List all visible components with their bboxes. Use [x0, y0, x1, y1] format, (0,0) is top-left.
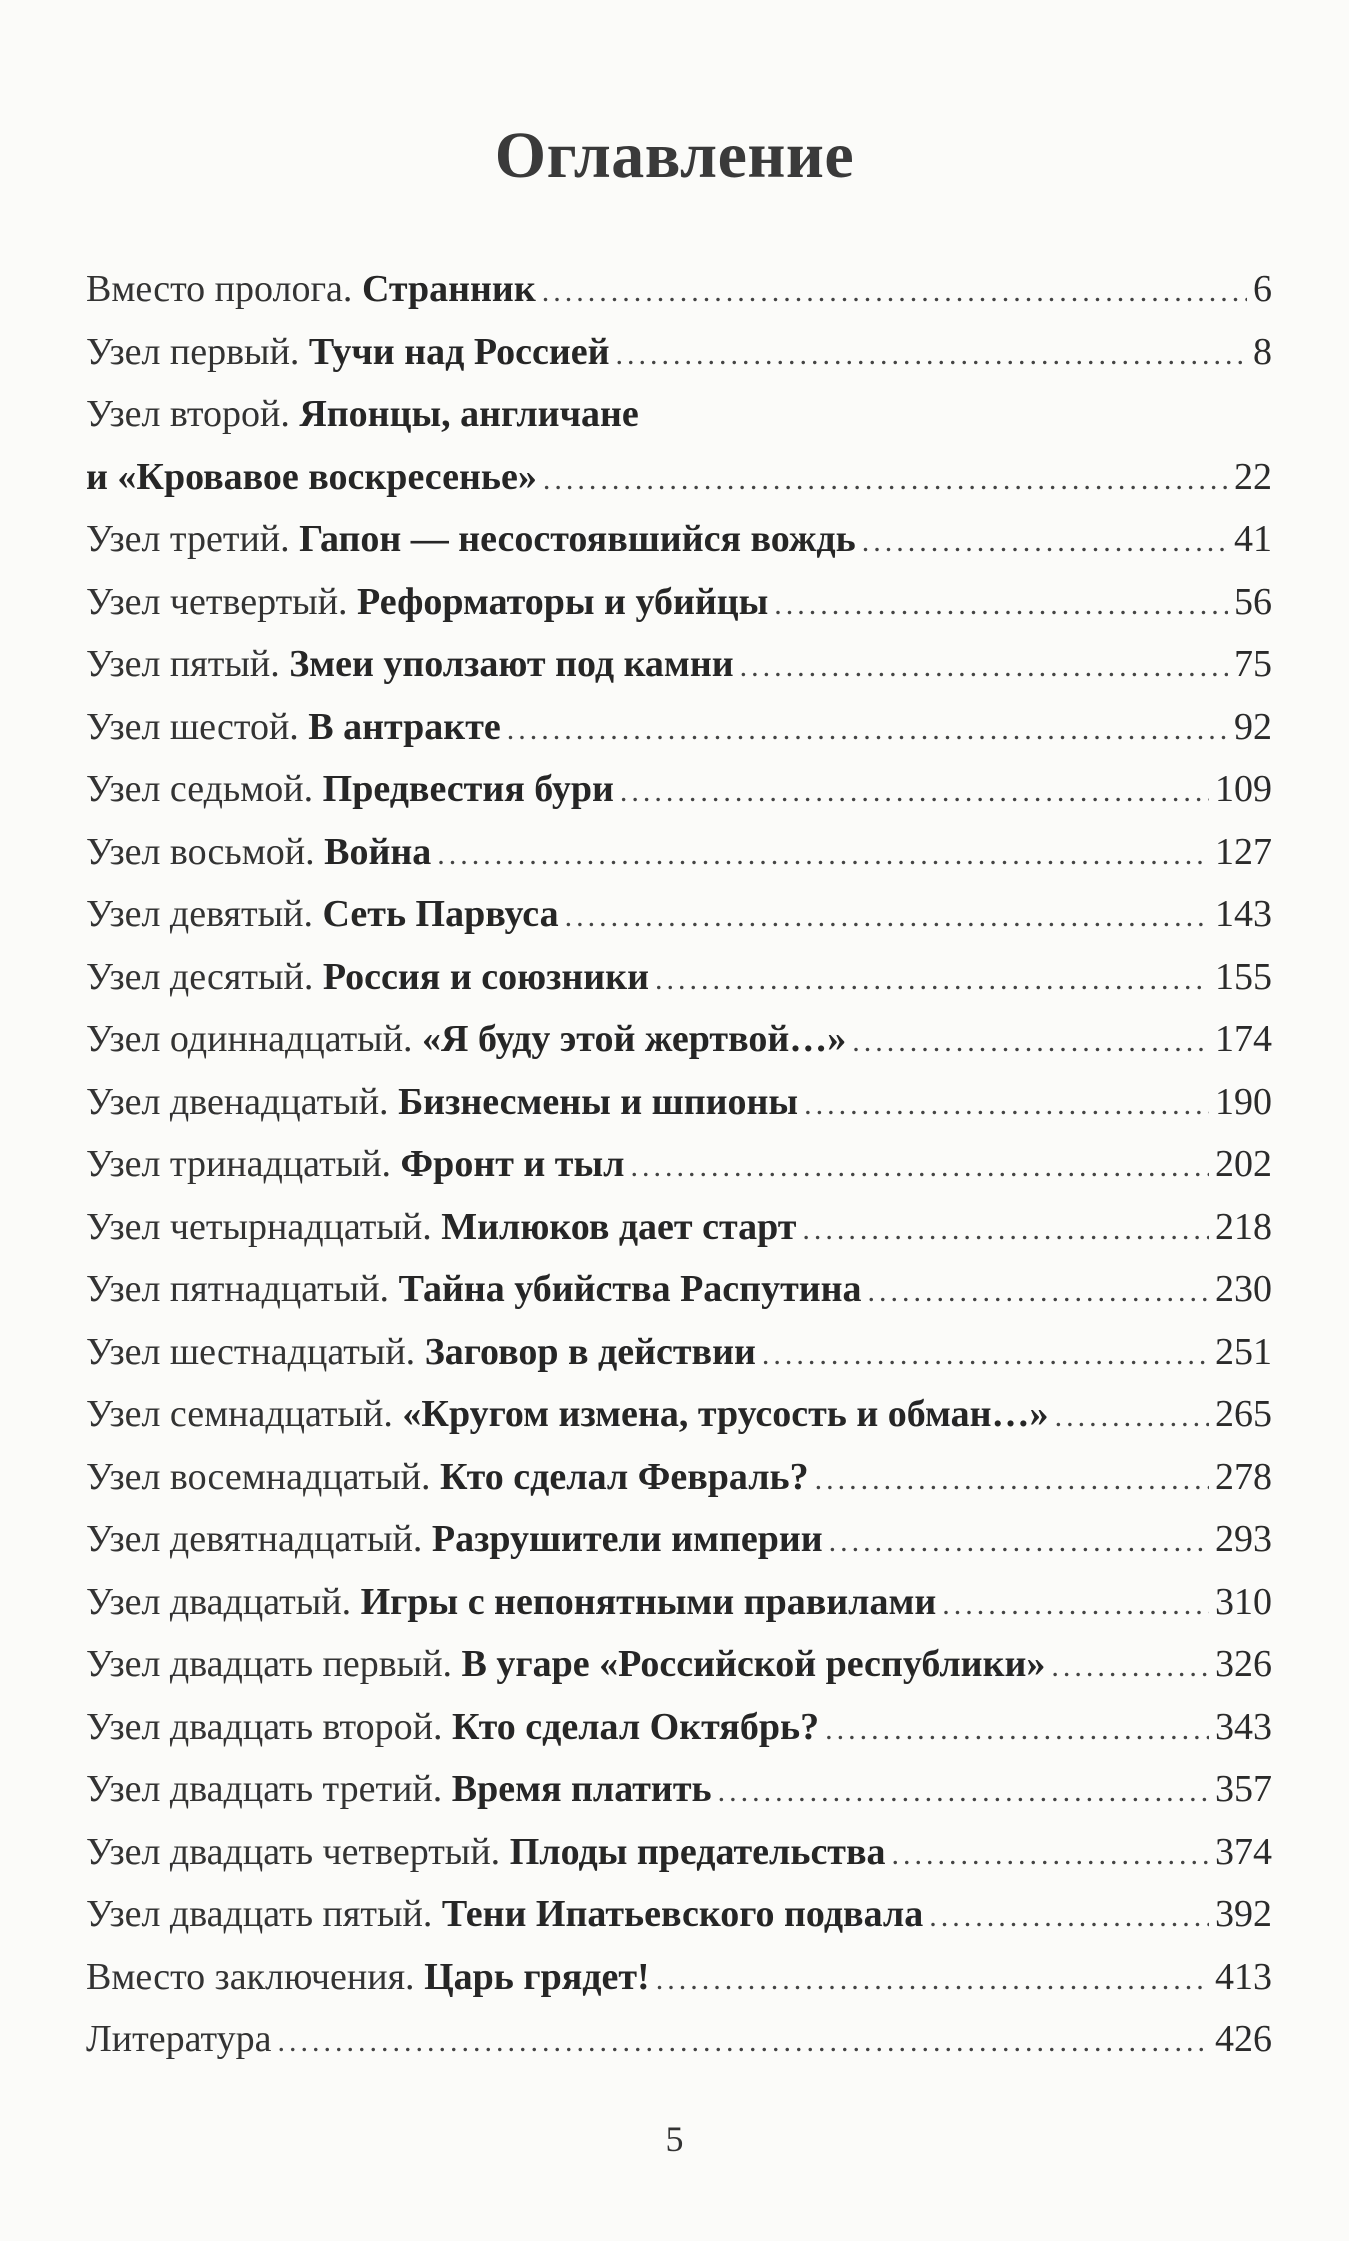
toc-entry-title: Сеть Парвуса — [322, 893, 559, 935]
toc-entry-label: Узел четвертый. — [86, 580, 348, 623]
toc-entry-page: 293 — [1215, 1518, 1272, 1560]
toc-entry-label: Узел пятый. — [86, 643, 280, 685]
toc-entry-label: Узел шестнадцатый. — [86, 1330, 416, 1373]
toc-entry — [86, 1133, 1272, 1196]
toc-entry-label: Узел седьмой. — [86, 768, 314, 810]
toc-entry-title: «Я буду этой жертвой…» — [422, 1018, 847, 1060]
dot-leader — [656, 1949, 1209, 2012]
toc-entry-title: Предвестия бури — [322, 768, 614, 810]
dot-leader — [862, 511, 1228, 574]
toc-entry-title: Царь грядет! — [424, 1955, 650, 1998]
toc-entry-page: 127 — [1215, 830, 1272, 873]
toc-entry-title: Плоды предательства — [509, 1830, 886, 1873]
toc-entry — [86, 1196, 1272, 1259]
toc-entry-label: Вместо заключения. — [86, 1955, 415, 1998]
dot-leader — [802, 1199, 1209, 1262]
toc-entry — [86, 1008, 1272, 1071]
dot-leader — [437, 824, 1209, 887]
toc-entry-title: «Кругом измена, трусость и обман…» — [402, 1393, 1049, 1435]
toc-entry-page: 357 — [1215, 1768, 1272, 1810]
toc-entry-label: Узел восемнадцатый. — [86, 1455, 431, 1498]
toc-entry-page: 310 — [1215, 1580, 1272, 1623]
toc-entry-title: Змеи уползают под камни — [289, 643, 734, 685]
toc-entry — [86, 383, 1272, 508]
dot-leader — [868, 1261, 1209, 1324]
toc-entry-page: 251 — [1215, 1330, 1272, 1373]
toc-entry-page: 230 — [1215, 1268, 1272, 1310]
toc-entry-label: Узел шестой. — [86, 705, 299, 748]
toc-entry-label: Узел второй. — [86, 393, 290, 435]
toc-entry-page: 343 — [1215, 1705, 1272, 1748]
toc-entry-page: 109 — [1215, 768, 1272, 810]
toc-entry-label: Вместо пролога. — [86, 268, 353, 310]
dot-leader — [615, 324, 1247, 387]
page-number: 5 — [665, 2119, 684, 2159]
toc-entry — [86, 633, 1272, 696]
toc-entry-page: 8 — [1253, 330, 1272, 373]
page-title: Оглавление — [494, 119, 855, 192]
toc-entry-label: Узел семнадцатый. — [86, 1393, 393, 1435]
dot-leader — [507, 699, 1228, 762]
dot-leader — [942, 1574, 1209, 1637]
toc-entry — [86, 1321, 1272, 1384]
toc-entry-title: и «Кровавое воскресенье» — [86, 455, 537, 498]
toc-entry-title: Тени Ипатьевского подвала — [441, 1893, 924, 1935]
toc-entry-title: Реформаторы и убийцы — [357, 580, 769, 623]
dot-leader — [543, 449, 1228, 512]
dot-leader — [1051, 1636, 1209, 1699]
toc-entry-label: Узел двенадцатый. — [86, 1080, 389, 1123]
dot-leader — [774, 574, 1228, 637]
toc-entry-title: Россия и союзники — [322, 955, 649, 998]
toc-entry — [86, 946, 1272, 1009]
toc-entry-line — [86, 446, 1272, 509]
toc-entry — [86, 321, 1272, 384]
toc-entry-title: Гапон — несостоявшийся вождь — [299, 518, 856, 560]
toc-entry-label: Узел двадцать третий. — [86, 1768, 443, 1810]
toc-entry — [86, 1946, 1272, 2009]
dot-leader — [892, 1824, 1210, 1887]
toc-entry — [86, 1758, 1272, 1821]
toc-entry-page: 6 — [1253, 268, 1272, 310]
toc-entry-label: Узел девятый. — [86, 893, 313, 935]
toc-entry-page: 190 — [1215, 1080, 1272, 1123]
dot-leader — [565, 886, 1209, 949]
toc-entry-title: В антракте — [308, 705, 501, 748]
toc-entry-title: Фронт и тыл — [400, 1143, 625, 1185]
toc-entry-label: Узел двадцатый. — [86, 1580, 352, 1623]
dot-leader — [804, 1074, 1209, 1137]
dot-leader — [655, 949, 1209, 1012]
toc-entry-label: Узел пятнадцатый. — [86, 1268, 390, 1310]
dot-leader — [762, 1324, 1209, 1387]
toc-entry-page: 174 — [1215, 1018, 1272, 1060]
toc-entry — [86, 758, 1272, 821]
toc-entry-page: 143 — [1215, 893, 1272, 935]
toc-entry — [86, 508, 1272, 571]
dot-leader — [740, 636, 1228, 699]
toc-entry-label: Узел девятнадцатый. — [86, 1518, 423, 1560]
toc-entry-title: Кто сделал Октябрь? — [451, 1705, 820, 1748]
toc-entry-page: 22 — [1234, 455, 1272, 498]
toc-entry — [86, 1258, 1272, 1321]
toc-entry-title: Японцы, англичане — [299, 393, 639, 435]
toc-entry-title: Милюков дает старт — [441, 1205, 797, 1248]
toc-entry-label: Узел десятый. — [86, 955, 314, 998]
toc-entry-page: 374 — [1215, 1830, 1272, 1873]
toc-entry-label: Узел первый. — [86, 330, 300, 373]
toc-entry-page: 278 — [1215, 1455, 1272, 1498]
toc-entry — [86, 696, 1272, 759]
toc-entry-label: Узел третий. — [86, 518, 290, 560]
toc-entry-label: Узел четырнадцатый. — [86, 1205, 432, 1248]
toc-entry — [86, 1633, 1272, 1696]
toc-entry-page: 56 — [1234, 580, 1272, 623]
toc-entry-label: Литература — [86, 2018, 272, 2060]
toc-entry-title: Время платить — [451, 1768, 712, 1810]
toc-entry-label: Узел восьмой. — [86, 830, 315, 873]
toc-entry-page: 218 — [1215, 1205, 1272, 1248]
toc-entry — [86, 1571, 1272, 1634]
toc-entry-label: Узел двадцать первый. — [86, 1643, 453, 1685]
toc-entry — [86, 1071, 1272, 1134]
toc-entry — [86, 821, 1272, 884]
toc-entry-label: Узел одиннадцатый. — [86, 1018, 413, 1060]
toc-entry-page: 426 — [1215, 2018, 1272, 2060]
dot-leader — [620, 761, 1209, 824]
dot-leader — [829, 1511, 1209, 1574]
toc-entry-page: 326 — [1215, 1643, 1272, 1685]
toc-entry-label: Узел двадцать пятый. — [86, 1893, 433, 1935]
toc-entry — [86, 1446, 1272, 1509]
toc-entry-label: Узел двадцать второй. — [86, 1705, 443, 1748]
dot-leader — [825, 1699, 1209, 1762]
dot-leader — [718, 1761, 1209, 1824]
toc-entry-title: Кто сделал Февраль? — [440, 1455, 809, 1498]
toc-entry-label: Узел двадцать четвертый. — [86, 1830, 501, 1873]
dot-leader — [542, 261, 1247, 324]
toc-entry-page: 92 — [1234, 705, 1272, 748]
dot-leader — [815, 1449, 1209, 1512]
toc-entry-title: Война — [324, 830, 432, 873]
toc-entry — [86, 1383, 1272, 1446]
toc-entry — [86, 1821, 1272, 1884]
toc-entry-page: 413 — [1215, 1955, 1272, 1998]
dot-leader — [630, 1136, 1209, 1199]
toc-entry-title: Тайна убийства Распутина — [398, 1268, 862, 1310]
toc-entry-title: Тучи над Россией — [308, 330, 610, 373]
toc-entry — [86, 883, 1272, 946]
table-of-contents — [86, 258, 1272, 2071]
dot-leader — [1055, 1386, 1209, 1449]
dot-leader — [852, 1011, 1209, 1074]
toc-entry-title: Игры с непонятными правилами — [360, 1580, 937, 1623]
toc-entry — [86, 1883, 1272, 1946]
toc-entry-page: 265 — [1215, 1393, 1272, 1435]
toc-entry — [86, 1696, 1272, 1759]
toc-entry-title: Разрушители империи — [431, 1518, 823, 1560]
toc-entry-page: 41 — [1234, 518, 1272, 560]
toc-entry-page: 392 — [1215, 1893, 1272, 1935]
toc-entry — [86, 1508, 1272, 1571]
dot-leader — [277, 2011, 1209, 2074]
toc-entry-page: 202 — [1215, 1143, 1272, 1185]
toc-entry-page: 75 — [1234, 643, 1272, 685]
toc-entry-title: Странник — [361, 268, 536, 310]
dot-leader — [929, 1886, 1209, 1949]
toc-entry-title: Бизнесмены и шпионы — [398, 1080, 799, 1123]
toc-entry — [86, 258, 1272, 321]
toc-entry-page: 155 — [1215, 955, 1272, 998]
toc-entry-line — [86, 383, 1272, 446]
toc-entry-label: Узел тринадцатый. — [86, 1143, 392, 1185]
toc-entry-title: В угаре «Российской республики» — [461, 1643, 1046, 1685]
toc-entry — [86, 571, 1272, 634]
toc-entry — [86, 2008, 1272, 2071]
toc-entry-title: Заговор в действии — [424, 1330, 756, 1373]
